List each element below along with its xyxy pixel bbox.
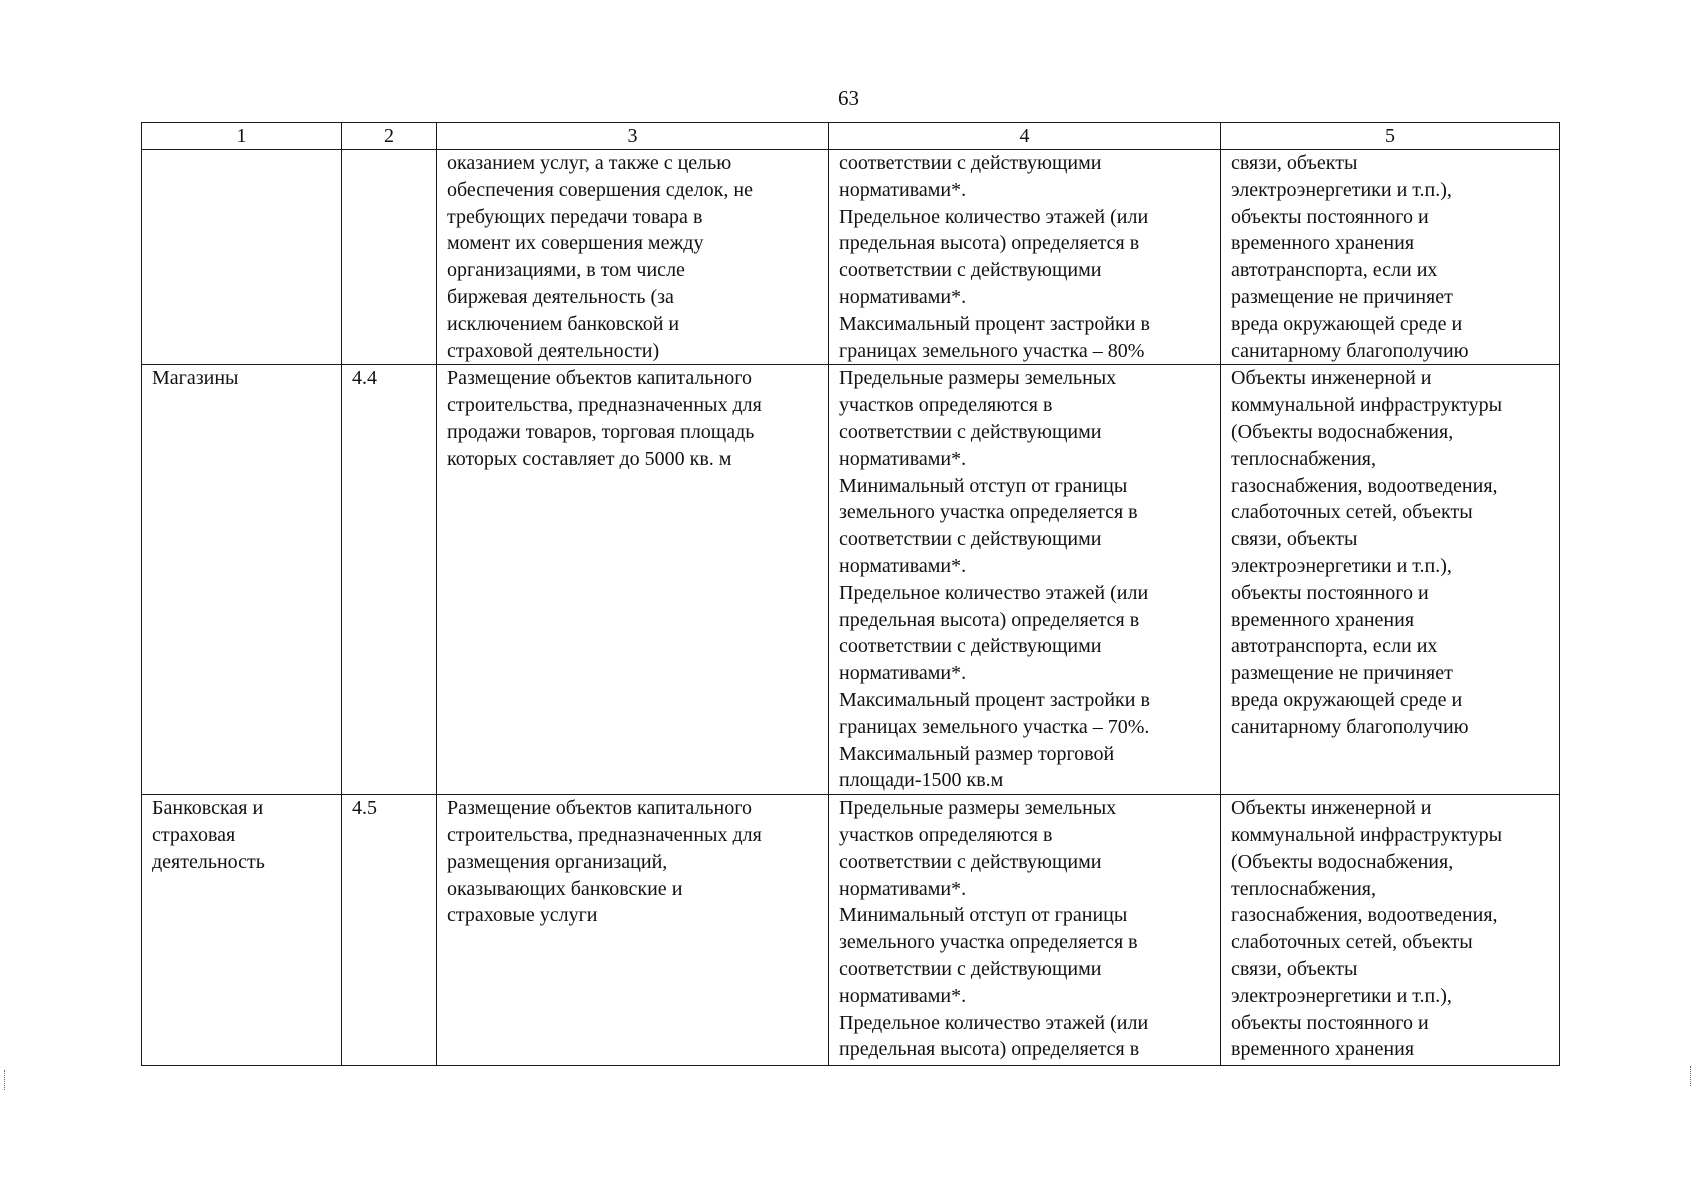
cell-text-line: временного хранения — [1231, 608, 1415, 631]
cell-text-line: связи, объекты — [1231, 957, 1358, 980]
cell-text-line: Предельное количество этажей (или — [839, 205, 1149, 228]
cell-text-line: размещения организаций, — [447, 850, 668, 873]
use-code-cell — [342, 150, 437, 365]
land-use-table — [141, 122, 1560, 1066]
use-description-cell — [437, 365, 829, 795]
use-code-cell: 4.4 — [342, 365, 437, 795]
cell-text-line: Банковская и — [152, 797, 264, 820]
parameters-cell — [829, 795, 1221, 1066]
cell-text-line: объекты постоянного и — [1231, 1011, 1429, 1034]
cell-text-line: обеспечения совершения сделок, не — [447, 178, 753, 201]
table-header-row — [142, 123, 1560, 150]
column-header-2: 2 — [342, 123, 437, 150]
cell-text-line: площади-1500 кв.м — [839, 769, 1004, 792]
cell-text-line: строительства, предназначенных для — [447, 823, 762, 846]
cell-text-line: оказанием услуг, а также с целью — [447, 152, 732, 174]
cell-text-line: Магазины — [152, 367, 239, 390]
table-row — [142, 795, 1560, 1066]
cell-text-line: соответствии с действующими — [839, 957, 1102, 980]
cell-text-line: страховые услуги — [447, 904, 598, 927]
cell-text-line: Предельные размеры земельных — [839, 367, 1117, 390]
cell-text-line: нормативами*. — [839, 662, 967, 685]
cell-text-line: слаботочных сетей, объекты — [1231, 931, 1473, 954]
cell-text-line: теплоснабжения, — [1231, 877, 1376, 900]
cell-text-line: соответствии с действующими — [839, 528, 1102, 551]
cell-text-line: объекты постоянного и — [1231, 581, 1429, 604]
cell-text-line: санитарному благополучию — [1231, 339, 1469, 362]
cell-text-line: предельная высота) определяется в — [839, 232, 1140, 255]
cell-text-line: вреда окружающей среде и — [1231, 688, 1463, 711]
left-margin-mark — [4, 1070, 9, 1090]
cell-text-line: нормативами*. — [839, 285, 967, 308]
cell-text-line: соответствии с действующими — [839, 850, 1102, 873]
cell-text-line: Размещение объектов капитального — [447, 367, 752, 390]
cell-text-line: границах земельного участка – 80% — [839, 339, 1145, 362]
cell-text-line: предельная высота) определяется в — [839, 1038, 1140, 1061]
use-name-cell — [142, 150, 342, 365]
cell-text-line: биржевая деятельность (за — [447, 285, 674, 308]
use-code-cell: 4.5 — [342, 795, 437, 1066]
cell-text-line: коммунальной инфраструктуры — [1231, 823, 1503, 846]
cell-text-line: Максимальный процент застройки в — [839, 688, 1150, 711]
column-header-5: 5 — [1221, 123, 1560, 150]
cell-text-line: связи, объекты — [1231, 528, 1358, 551]
use-name-cell — [142, 365, 342, 795]
cell-text-line: теплоснабжения, — [1231, 447, 1376, 470]
cell-text-line: (Объекты водоснабжения, — [1231, 850, 1454, 873]
cell-text-line: нормативами*. — [839, 178, 967, 201]
cell-text-line: Минимальный отступ от границы — [839, 904, 1128, 927]
cell-text-line: Максимальный процент застройки в — [839, 312, 1150, 335]
cell-text-line: соответствии с действующими — [839, 259, 1102, 282]
cell-text-line: соответствии с действующими — [839, 420, 1102, 443]
use-description-cell — [437, 150, 829, 365]
cell-text-line: электроэнергетики и т.п.), — [1231, 554, 1452, 577]
cell-text-line: нормативами*. — [839, 877, 967, 900]
cell-text-line: нормативами*. — [839, 984, 967, 1007]
cell-text-line: земельного участка определяется в — [839, 931, 1138, 954]
cell-text-line: Объекты инженерной и — [1231, 367, 1432, 390]
cell-text-line: электроэнергетики и т.п.), — [1231, 984, 1452, 1007]
cell-text-line: (Объекты водоснабжения, — [1231, 420, 1454, 443]
right-margin-mark — [1690, 1066, 1695, 1086]
use-description-cell — [437, 795, 829, 1066]
cell-text-line: Объекты инженерной и — [1231, 797, 1432, 820]
cell-text-line: участков определяются в — [839, 394, 1053, 417]
cell-text-line: Размещение объектов капитального — [447, 797, 752, 820]
cell-text-line: нормативами*. — [839, 554, 967, 577]
column-header-4: 4 — [829, 123, 1221, 150]
cell-text-line: слаботочных сетей, объекты — [1231, 501, 1473, 524]
auxiliary-uses-cell — [1221, 150, 1560, 365]
cell-text-line: газоснабжения, водоотведения, — [1231, 474, 1498, 497]
cell-text-line: вреда окружающей среде и — [1231, 312, 1463, 335]
cell-text-line: соответствии с действующими — [839, 635, 1102, 658]
auxiliary-uses-cell — [1221, 795, 1560, 1066]
column-header-3: 3 — [437, 123, 829, 150]
cell-text-line: автотранспорта, если их — [1231, 259, 1438, 282]
cell-text-line: санитарному благополучию — [1231, 715, 1469, 738]
use-name-cell — [142, 795, 342, 1066]
cell-text-line: исключением банковской и — [447, 312, 680, 335]
cell-text-line: Предельное количество этажей (или — [839, 581, 1149, 604]
cell-text-line: Предельное количество этажей (или — [839, 1011, 1149, 1034]
cell-text-line: соответствии с действующими — [839, 152, 1102, 174]
cell-text-line: предельная высота) определяется в — [839, 608, 1140, 631]
parameters-cell — [829, 365, 1221, 795]
cell-text-line: организациями, в том числе — [447, 259, 685, 282]
cell-text-line: деятельность — [152, 850, 265, 873]
cell-text-line: нормативами*. — [839, 447, 967, 470]
cell-text-line: страховой деятельности) — [447, 339, 660, 362]
cell-text-line: страховая — [152, 823, 236, 846]
cell-text-line: временного хранения — [1231, 1038, 1415, 1061]
cell-text-line: объекты постоянного и — [1231, 205, 1429, 228]
cell-text-line: Минимальный отступ от границы — [839, 474, 1128, 497]
table-row — [142, 365, 1560, 795]
table-row — [142, 150, 1560, 365]
page-number: 63 — [838, 86, 859, 110]
cell-text-line: коммунальной инфраструктуры — [1231, 394, 1503, 417]
cell-text-line: связи, объекты — [1231, 152, 1358, 174]
cell-text-line: газоснабжения, водоотведения, — [1231, 904, 1498, 927]
cell-text-line: временного хранения — [1231, 232, 1415, 255]
cell-text-line: которых составляет до 5000 кв. м — [447, 447, 732, 470]
cell-text-line: участков определяются в — [839, 823, 1053, 846]
cell-text-line: границах земельного участка – 70%. — [839, 715, 1150, 738]
cell-text-line: Предельные размеры земельных — [839, 797, 1117, 820]
auxiliary-uses-cell — [1221, 365, 1560, 795]
cell-text-line: Максимальный размер торговой — [839, 742, 1115, 765]
cell-text-line: электроэнергетики и т.п.), — [1231, 178, 1452, 201]
cell-text-line: оказывающих банковские и — [447, 877, 683, 900]
cell-text-line: автотранспорта, если их — [1231, 635, 1438, 658]
parameters-cell — [829, 150, 1221, 365]
cell-text-line: продажи товаров, торговая площадь — [447, 420, 755, 443]
cell-text-line: требующих передачи товара в — [447, 205, 703, 228]
cell-text-line: размещение не причиняет — [1231, 285, 1453, 308]
cell-text-line: размещение не причиняет — [1231, 662, 1453, 685]
column-header-1: 1 — [142, 123, 342, 150]
cell-text-line: момент их совершения между — [447, 232, 704, 255]
cell-text-line: строительства, предназначенных для — [447, 394, 762, 417]
cell-text-line: земельного участка определяется в — [839, 501, 1138, 524]
